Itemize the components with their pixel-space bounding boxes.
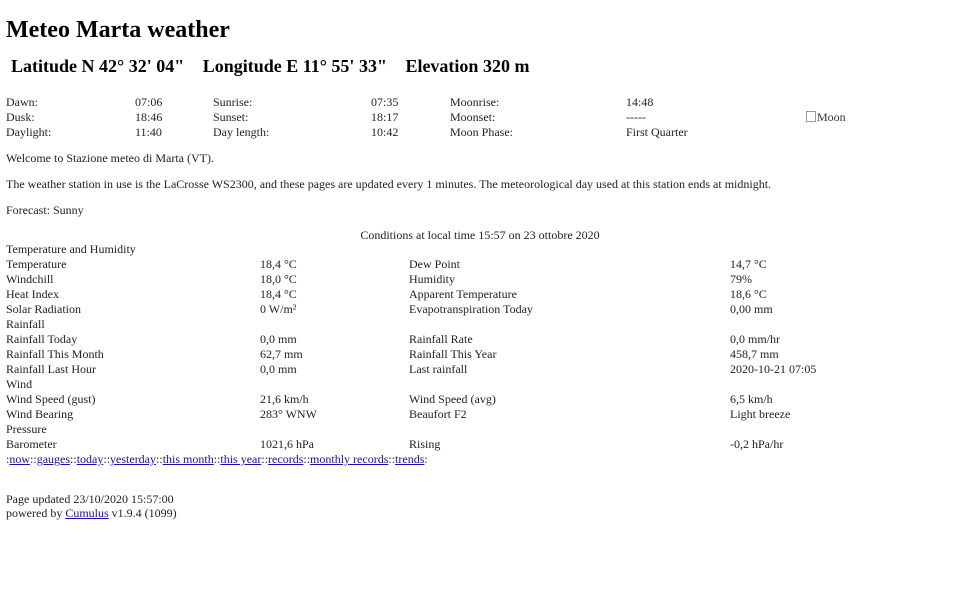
astro-value: 10:42: [371, 125, 399, 139]
condition-label: Last rainfall: [409, 362, 468, 376]
section-header-row: [6, 377, 854, 392]
latitude: Latitude N 42° 32' 04": [11, 56, 185, 76]
conditions-row: [6, 392, 854, 407]
condition-label: Solar Radiation: [6, 302, 81, 316]
conditions-row: [6, 302, 854, 317]
station-info-text: The weather station in use is the LaCrosse WS2300, and these pages are updated every 1 minutes. The meteorological day used at this station ends at midnight.: [6, 177, 772, 191]
condition-value: 62,7 mm: [260, 347, 303, 361]
nav-separator: ::: [213, 452, 221, 466]
astro-label: Day length:: [213, 125, 270, 139]
astro-label: Dawn:: [6, 95, 38, 109]
nav-link-this-month[interactable]: this month: [162, 452, 214, 466]
condition-label: Humidity: [409, 272, 456, 286]
nav-link-today[interactable]: today: [76, 452, 104, 466]
location-header: [11, 56, 543, 76]
condition-label: Dew Point: [409, 257, 460, 271]
astro-value: 11:40: [135, 125, 162, 139]
nav-link-yesterday[interactable]: yesterday: [110, 452, 157, 466]
condition-value: 0,0 mm: [260, 332, 297, 346]
astro-label: Sunrise:: [213, 95, 253, 109]
astro-row: [6, 125, 746, 140]
nav-separator: ::: [261, 452, 269, 466]
conditions-row: [6, 347, 854, 362]
conditions-caption: Conditions at local time 15:57 on 23 ottobre 2020: [360, 228, 600, 242]
section-header: Rainfall: [6, 317, 45, 331]
condition-value: Light breeze: [730, 407, 791, 421]
page-updated: Page updated 23/10/2020 15:57:00: [6, 492, 174, 506]
astro-label: Moonset:: [450, 110, 496, 124]
conditions-row: [6, 272, 854, 287]
cumulus-link[interactable]: Cumulus: [65, 506, 109, 520]
forecast-text: Forecast: Sunny: [6, 203, 84, 217]
condition-value: 2020-10-21 07:05: [730, 362, 817, 376]
page-title: Meteo Marta weather: [6, 17, 230, 43]
condition-value: 6,5 km/h: [730, 392, 773, 406]
powered-suffix: v1.9.4 (1099): [111, 506, 177, 520]
conditions-row: [6, 257, 854, 272]
condition-value: 0,00 mm: [730, 302, 773, 316]
condition-label: Apparent Temperature: [409, 287, 517, 301]
condition-value: 21,6 km/h: [260, 392, 309, 406]
condition-value: 79%: [730, 272, 752, 286]
condition-value: 14,7 °C: [730, 257, 767, 271]
section-header: Temperature and Humidity: [6, 242, 136, 256]
astro-value: 07:35: [371, 95, 399, 109]
condition-label: Rainfall This Month: [6, 347, 104, 361]
nav-separator: :: [6, 452, 10, 466]
condition-value: 0 W/m²: [260, 302, 297, 316]
astro-label: Sunset:: [213, 110, 249, 124]
broken-image-icon: [806, 111, 816, 122]
condition-label: Rainfall Last Hour: [6, 362, 96, 376]
nav-link-this-year[interactable]: this year: [220, 452, 262, 466]
condition-value: 0,0 mm: [260, 362, 297, 376]
section-header-row: [6, 422, 854, 437]
condition-label: Temperature: [6, 257, 67, 271]
powered-by: [6, 506, 177, 521]
condition-label: Rainfall Rate: [409, 332, 473, 346]
nav-links: [6, 452, 428, 467]
nav-link-gauges[interactable]: gauges: [36, 452, 71, 466]
nav-link-monthly-records[interactable]: monthly records: [310, 452, 389, 466]
condition-label: Beaufort F2: [409, 407, 467, 421]
astro-label: Dusk:: [6, 110, 35, 124]
astro-table: [6, 95, 746, 140]
nav-separator: ::: [303, 452, 311, 466]
nav-separator: ::: [103, 452, 111, 466]
conditions-row: [6, 437, 854, 452]
nav-separator: :: [424, 452, 428, 466]
astro-value: First Quarter: [626, 125, 688, 139]
nav-separator: ::: [30, 452, 37, 466]
condition-label: Wind Speed (avg): [409, 392, 496, 406]
elevation: Elevation 320 m: [405, 56, 530, 76]
condition-value: 1021,6 hPa: [260, 437, 314, 451]
condition-label: Rising: [409, 437, 441, 451]
section-header: Wind: [6, 377, 33, 391]
condition-value: 0,0 mm/hr: [730, 332, 780, 346]
astro-value: -----: [626, 110, 646, 124]
section-header: Pressure: [6, 422, 47, 436]
condition-label: Rainfall Today: [6, 332, 78, 346]
nav-link-records[interactable]: records: [268, 452, 304, 466]
astro-value: 07:06: [135, 95, 163, 109]
conditions-row: [6, 407, 854, 422]
longitude: Longitude E 11° 55' 33": [202, 56, 387, 76]
condition-label: Heat Index: [6, 287, 59, 301]
moon-image: [806, 110, 846, 125]
condition-label: Windchill: [6, 272, 54, 286]
condition-label: Wind Speed (gust): [6, 392, 96, 406]
astro-label: Moon Phase:: [450, 125, 513, 139]
condition-value: 18,0 °C: [260, 272, 297, 286]
condition-value: 18,4 °C: [260, 257, 297, 271]
section-header-row: [6, 317, 854, 332]
section-header-row: [6, 242, 854, 257]
conditions-row: [6, 287, 854, 302]
powered-prefix: powered by: [6, 506, 63, 520]
conditions-row: [6, 332, 854, 347]
condition-value: 18,4 °C: [260, 287, 297, 301]
condition-value: 18,6 °C: [730, 287, 767, 301]
condition-label: Wind Bearing: [6, 407, 74, 421]
astro-label: Daylight:: [6, 125, 52, 139]
nav-link-now[interactable]: now: [9, 452, 31, 466]
astro-label: Moonrise:: [450, 95, 500, 109]
condition-label: Rainfall This Year: [409, 347, 497, 361]
astro-value: 18:17: [371, 110, 399, 124]
astro-row: [6, 95, 746, 110]
condition-value: -0,2 hPa/hr: [730, 437, 784, 451]
moon-image-alt: Moon: [817, 110, 846, 124]
condition-label: Evapotranspiration Today: [409, 302, 533, 316]
astro-value: 14:48: [626, 95, 654, 109]
condition-label: Barometer: [6, 437, 57, 451]
condition-value: 458,7 mm: [730, 347, 779, 361]
astro-value: 18:46: [135, 110, 163, 124]
conditions-row: [6, 362, 854, 377]
nav-separator: ::: [388, 452, 396, 466]
astro-row: [6, 110, 746, 125]
conditions-table: [6, 242, 854, 452]
nav-link-trends[interactable]: trends: [395, 452, 425, 466]
nav-separator: ::: [70, 452, 77, 466]
condition-value: 283° WNW: [260, 407, 317, 421]
nav-separator: ::: [156, 452, 163, 466]
welcome-text: Welcome to Stazione meteo di Marta (VT).: [6, 151, 214, 165]
